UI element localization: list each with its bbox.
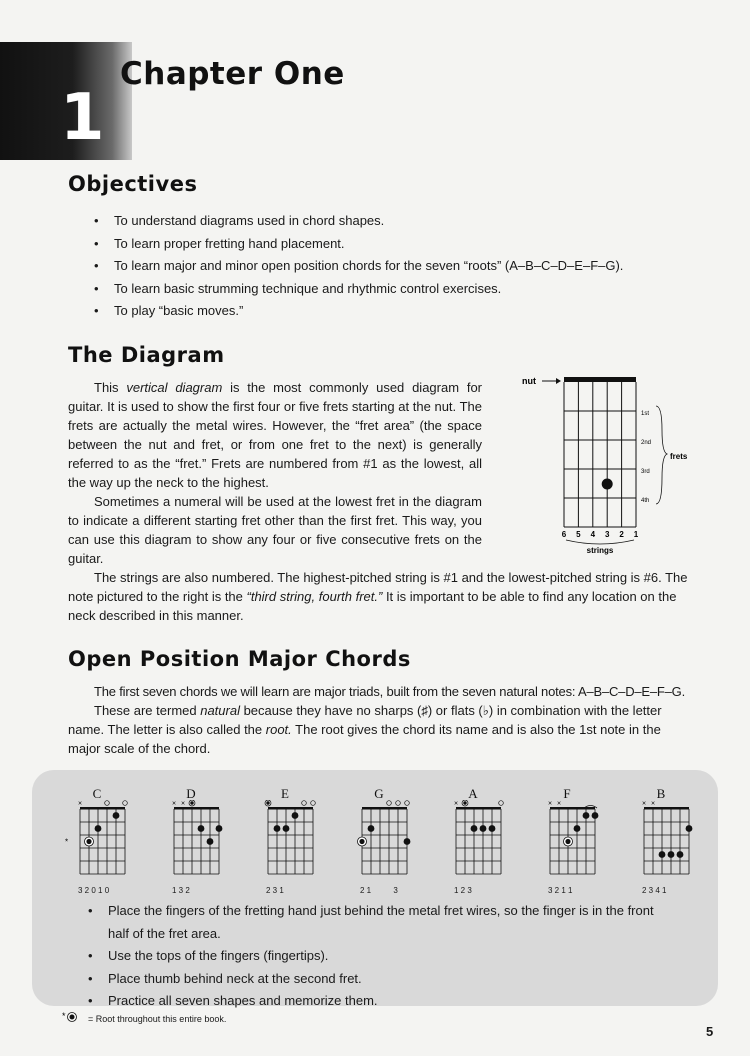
muted-string-icon: × [77, 800, 83, 808]
finger-numbers: 1 2 3 [454, 886, 472, 895]
chapter-number: 1 [60, 81, 105, 155]
list-item: • To learn major and minor open position chords for the seven “roots” (A–B–C–D–E–F–G). [94, 255, 694, 278]
chapter-title: Chapter One [120, 56, 345, 92]
string-number: 3 [604, 530, 610, 539]
chord-name: E [281, 786, 289, 801]
finger-dot [283, 825, 290, 832]
chord-grid [62, 800, 132, 886]
finger-dot [480, 825, 487, 832]
chord-name: F [563, 786, 571, 801]
string-number: 2 [619, 530, 624, 539]
open-string-icon [499, 801, 504, 806]
string-numbers [562, 530, 639, 539]
muted-string-icon: × [547, 800, 553, 808]
root-dot [359, 839, 364, 844]
page-number: 5 [706, 1024, 714, 1039]
string-number: 6 [561, 530, 567, 539]
root-star-icon: * [65, 837, 69, 847]
diagram-paragraph-3 [68, 568, 688, 625]
text: This [94, 380, 127, 395]
nut [80, 807, 125, 810]
strings-label: strings [586, 546, 614, 555]
muted-string-icon: × [180, 800, 186, 808]
fret-grid [564, 382, 636, 527]
emphasis: natural [200, 703, 240, 718]
list-item: • Place thumb behind neck at the second fret. [88, 968, 668, 991]
finger-dot [292, 812, 299, 819]
finger-dot [592, 812, 599, 819]
string-number: 5 [576, 530, 581, 539]
finger-dot [668, 851, 675, 858]
chord-diagram-D [156, 786, 226, 896]
muted-string-icon: × [171, 800, 177, 808]
footnote: = Root throughout this entire book. [88, 1014, 227, 1024]
finger-numbers: 2 1 3 [360, 886, 398, 895]
open-string-icon [302, 801, 307, 806]
finger-dot [274, 825, 281, 832]
emphasis: “third string, fourth fret.” [246, 589, 383, 604]
fretboard-diagram [520, 370, 700, 565]
finger-dot [198, 825, 205, 832]
muted-string-icon: × [641, 800, 647, 808]
nut [268, 807, 313, 810]
chord-grid [250, 800, 320, 886]
finger-dot [471, 825, 478, 832]
text: These are termed [94, 703, 201, 718]
diagram-paragraph-2: Sometimes a numeral will be used at the lowest fret in the diagram to indicate a different starting fret other than the first fret. This way, you can use this diagram to show any four or five consecutive frets on the guitar. [68, 494, 482, 566]
finger-dot [95, 825, 102, 832]
open-string-icon [405, 801, 410, 806]
nut [456, 807, 501, 810]
chord-grid [156, 800, 226, 886]
finger-dot [583, 812, 590, 819]
muted-string-icon: × [453, 800, 459, 808]
fret-label: 3rd [641, 469, 650, 475]
finger-dot [207, 838, 214, 845]
arrow-head-icon [556, 378, 561, 384]
list-item: • Use the tops of the fingers (fingertips). [88, 945, 668, 968]
fret-label: 4th [641, 498, 650, 504]
open-string-icon [387, 801, 392, 806]
text: is the most commonly used diagram for guitar. It is used to show the first four or five frets starting at the nut. The frets are actually the metal wires. However, the “fret area” (the space between the nut and fret, or from one fret to the next) is generally referred to as the “fret.” Frets are numbered from #1 as the lowest, all the way up the neck to the highest. [68, 380, 483, 490]
root-open-icon [190, 801, 193, 804]
string-number: 4 [590, 530, 596, 539]
diagram-heading: The Diagram [68, 343, 225, 367]
finger-dot [404, 838, 411, 845]
root-dot [86, 839, 91, 844]
chord-diagram-E [250, 786, 320, 896]
chord-diagram-F [532, 786, 602, 896]
list-item: • To play “basic moves.” [94, 300, 694, 323]
chord-name: G [374, 786, 384, 801]
major-paragraph-1: The first seven chords we will learn are major triads, built from the seven natural notes: A–B–C–D–E–F–G. [94, 684, 686, 699]
frets-brace [656, 406, 667, 504]
list-item: • Place the fingers of the fretting hand just behind the metal fret wires, so the finger is in the front half of the fret area. [88, 900, 668, 945]
chord-diagram-C [62, 786, 132, 896]
open-string-icon [396, 801, 401, 806]
diagram-paragraph-1 [68, 378, 482, 492]
nut-label: nut [522, 376, 536, 386]
chord-diagram-B [626, 786, 696, 896]
root-dot [565, 839, 570, 844]
finger-dot [574, 825, 581, 832]
muted-string-icon: × [650, 800, 656, 808]
strings-brace [566, 540, 634, 544]
list-item: • To learn basic strumming technique and rhythmic control exercises. [94, 278, 694, 301]
text: The strings are also numbered. The highest-pitched string is #1 and the lowest-pitched string is #6. The note pictured to the right is the [68, 570, 688, 604]
finger-numbers: 2 3 1 [266, 886, 284, 895]
emphasis: vertical diagram [126, 380, 223, 395]
root-symbol-icon [62, 1009, 78, 1025]
text: The root gives the chord its name and is also the 1st note in the major scale of the chord. [68, 722, 661, 756]
fret-label: 1st [641, 411, 650, 417]
open-string-icon [105, 801, 110, 806]
open-string-icon [123, 801, 128, 806]
root-open-icon [266, 801, 269, 804]
frets-label: frets [670, 452, 688, 461]
text: It is important to be able to find any location on the neck described in this manner. [68, 589, 677, 623]
chord-grid [344, 800, 414, 886]
major-chords-heading: Open Position Major Chords [68, 647, 411, 671]
emphasis: root. [265, 722, 292, 737]
chord-diagram-A [438, 786, 508, 896]
chord-name: C [92, 786, 102, 801]
objectives-list [94, 210, 694, 323]
chord-grid [438, 800, 508, 886]
note-dot [602, 479, 613, 490]
muted-string-icon: × [556, 800, 562, 808]
finger-dot [368, 825, 375, 832]
finger-dot [659, 851, 666, 858]
finger-numbers: 3 2 1 1 [548, 886, 573, 895]
list-item: • To learn proper fretting hand placement. [94, 233, 694, 256]
chord-name: B [656, 786, 666, 801]
text: because they have no sharps (♯) or flats (♭) in combination with the letter name. The letter is also called the [68, 703, 662, 737]
objectives-heading: Objectives [68, 172, 198, 196]
finger-dot [489, 825, 496, 832]
nut [564, 377, 636, 382]
chord-grid [626, 800, 696, 886]
root-open-icon [463, 801, 466, 804]
chord-name: A [468, 786, 478, 801]
finger-dot [216, 825, 223, 832]
finger-numbers: 1 3 2 [172, 886, 190, 895]
list-item: • Practice all seven shapes and memorize them. [88, 990, 668, 1013]
chord-diagram-G [344, 786, 414, 896]
panel-tips-list [88, 900, 668, 1013]
chord-name: D [186, 786, 196, 801]
string-number: 1 [633, 530, 639, 539]
finger-numbers: 2 3 4 1 [642, 886, 667, 895]
chord-grid [532, 800, 602, 886]
finger-dot [677, 851, 684, 858]
nut [362, 807, 407, 810]
svg-text:*: * [62, 1011, 66, 1021]
finger-numbers: 3 2 0 1 0 [78, 886, 110, 895]
open-string-icon [311, 801, 316, 806]
fret-label: 2nd [641, 440, 652, 446]
finger-dot [113, 812, 120, 819]
major-paragraph-2 [68, 701, 688, 758]
list-item: • To understand diagrams used in chord shapes. [94, 210, 694, 233]
finger-dot [686, 825, 693, 832]
